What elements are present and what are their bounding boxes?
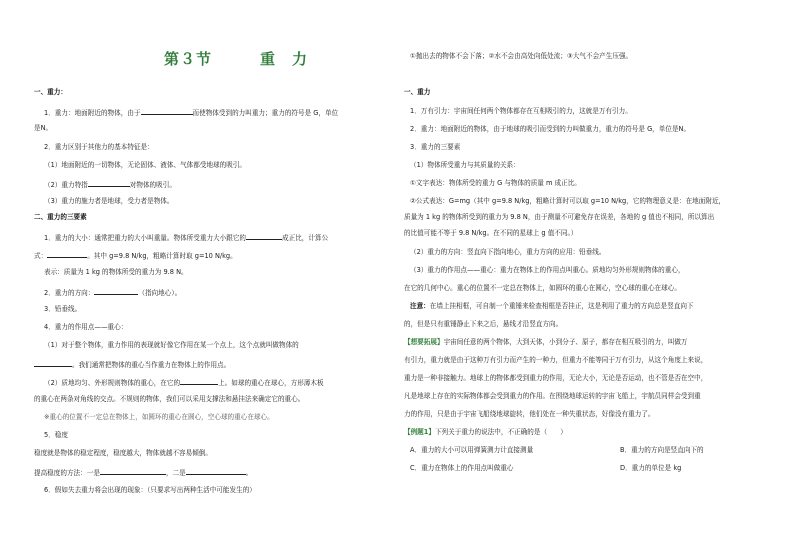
paragraph-line: 稳度就是物体的稳定程度，稳度越大，物体就越不容易倾倒。 — [34, 449, 213, 457]
paragraph-line: 提高稳度的方法：一是 ，二是 。 — [34, 469, 253, 477]
paragraph-line: 在它的几何中心。重心的位置不一定总在物体上，如圆环的重心在圆心，空心球的重心在球心。 — [404, 284, 681, 292]
paragraph-line: 凡是地球上存在的实际物体都会受到重力的作用。在围绕地球运转的宇宙飞船上，宇航员同样会受到重 — [404, 392, 701, 400]
blank-line — [34, 359, 72, 367]
answer-line: ①抛出去的物体不会下落；②水不会由高处向低处流；③大气不会产生压强。 — [410, 52, 633, 60]
question-stem: 【例题1】下列关于重力的说法中，不正确的是（ ） — [404, 428, 567, 436]
paragraph-line: （2）重力特指 对物体的吸引。 — [44, 181, 176, 189]
paragraph-line: 的，但是只有重锤静止下来之后，悬线才沿竖直方向。 — [404, 320, 563, 328]
paragraph-line: 2．重力：地面附近的物体，由于地球的吸引而受到的力叫做重力，重力的符号是 G，单位是N。 — [410, 125, 691, 133]
blank-line — [94, 287, 138, 295]
paragraph-line: 3．铅垂线。 — [44, 305, 82, 313]
paragraph-line: （2）质地均匀、外形规则物体的重心，在它的 上。如球的重心在球心，方形薄木板 — [44, 379, 324, 387]
paragraph-line: 的比值可能不等于 9.8 N/kg。在不同的星球上 g 值不同。） — [404, 229, 578, 237]
blank-line — [180, 377, 218, 385]
paragraph-line: 2．重力的方向： （指向地心）。 — [44, 289, 182, 297]
paragraph-line: 式： 。其中 g=9.8 N/kg，粗略计算时取 g=10 N/kg。 — [34, 252, 237, 260]
section-title: 重 力 — [260, 50, 309, 68]
paragraph-line: 的重心在两条对角线的交点。不规则的物体，我们可以采用支撑法和悬挂法来确定它的重心。 — [34, 395, 305, 403]
paragraph-line: 5．稳度 — [44, 431, 68, 439]
paragraph-line: 6．假如失去重力将会出现的现象：（只要求写出两种生活中可能发生的） — [44, 486, 256, 494]
paragraph-line: 是N。 — [34, 124, 53, 132]
section-number: 第３节 — [164, 50, 213, 68]
blank-line — [88, 179, 130, 187]
blank-line — [47, 250, 87, 258]
blank-line — [246, 232, 282, 240]
paragraph-line: 1．万有引力：宇宙间任何两个物体都存在互相吸引的力，这就是万有引力。 — [410, 107, 632, 115]
option-a: A．重力的大小可以用弹簧测力计直接测量 — [410, 446, 534, 454]
paragraph-line: 1．重力：地面附近的物体，由于 而使物体受到的力叫重力；重力的符号是 G，单位 — [44, 109, 339, 117]
paragraph-line: 力的作用，只是由于宇宙飞船绕地球旋转，他们处在一种失重状态，好像没有重力了。 — [404, 410, 655, 418]
paragraph-line: 4．重力的作用点——重心： — [44, 323, 128, 331]
blank-line — [100, 467, 166, 475]
expansion-tag: 【想要拓展】 — [404, 338, 444, 346]
paragraph-line: 1．重力的大小：通常把重力的大小叫重量。物体所受重力大小跟它的 成正比，计算公 — [44, 234, 329, 242]
paragraph-line: 重力是一种非接触力。地球上的物体都受到重力的作用，无论大小，无论是否运动，也不管是否在空中， — [404, 374, 708, 382]
blank-line — [141, 107, 193, 115]
paragraph-line: （1）对于整个物体，重力作用的表现就好像它作用在某一个点上，这个点就叫做物体的 — [44, 341, 299, 349]
note-line: ※重心的位置不一定总在物体上，如圆环的重心在圆心，空心球的重心在球心。 — [44, 413, 274, 421]
paragraph-line: （3）重力的施力者是地球，受力者是物体。 — [44, 197, 174, 205]
paragraph-line: 表示：质量为 1 kg 的物体所受的重力为 9.8 N。 — [44, 268, 188, 276]
paragraph-line: ②公式表达：G=mg（其中 g=9.8 N/kg，粗略计算时可以取 g=10 N/kg，它的物理意义是：在地面附近， — [410, 197, 726, 205]
paragraph-line: （1）地面附近的一切物体，无论固体、液体、气体都受地球的吸引。 — [44, 161, 247, 169]
option-b: B．重力的方向是竖直向下的 — [620, 446, 704, 454]
heading-gravity: 一、重力： — [34, 88, 67, 96]
page-title — [164, 48, 308, 69]
paragraph-line: 质量为 1 kg 的物体所受到的重力为 9.8 N，由于测量不可避免存在误差，各地的 g 值也不相同，所以算出 — [404, 213, 715, 221]
heading-gravity-answers: 一、重力 — [404, 88, 431, 96]
paragraph-line: 3．重力的三要素 — [410, 143, 461, 151]
paragraph-line: 2．重力区别于其他力的基本特征是： — [44, 143, 154, 151]
option-d: D．重力的单位是 kg — [620, 464, 682, 472]
paragraph-line: 有引力，重力就是由于这种万有引力而产生的一种力，但重力不能等同于万有引力，从这个角度上来说， — [404, 356, 708, 364]
paragraph-line: ①文字表达：物体所受的重力 G 与物体的质量 m 成正比。 — [410, 179, 581, 187]
heading-three-elements: 二、重力的三要素 — [34, 213, 87, 221]
example-tag: 【例题1】 — [404, 428, 435, 436]
blank-line — [186, 467, 246, 475]
paragraph-line: （1）物体所受重力与其质量的关系： — [410, 161, 520, 169]
option-c: C．重力在物体上的作用点叫做重心 — [410, 464, 514, 472]
paragraph-line: 【想要拓展】宇宙间任意的两个物体，大到天体，小到分子、原子，都存在相互吸引的力，叫做万 — [404, 338, 688, 346]
paragraph-line: （2）重力的方向：竖直向下指向地心，重力方向的应用：铅垂线。 — [410, 248, 606, 256]
paragraph-line: 注意：在墙上挂相框，可自制一个重锤来检查相框是否挂正，这是利用了重力的方向总是竖直向下 — [410, 302, 694, 310]
paragraph-line: （3）重力的作用点——重心：重力在物体上的作用点叫重心。质地均匀外形规则物体的重心， — [410, 266, 685, 274]
paragraph-line: 。我们通常把物体的重心当作重力在物体上的作用点。 — [34, 359, 230, 370]
